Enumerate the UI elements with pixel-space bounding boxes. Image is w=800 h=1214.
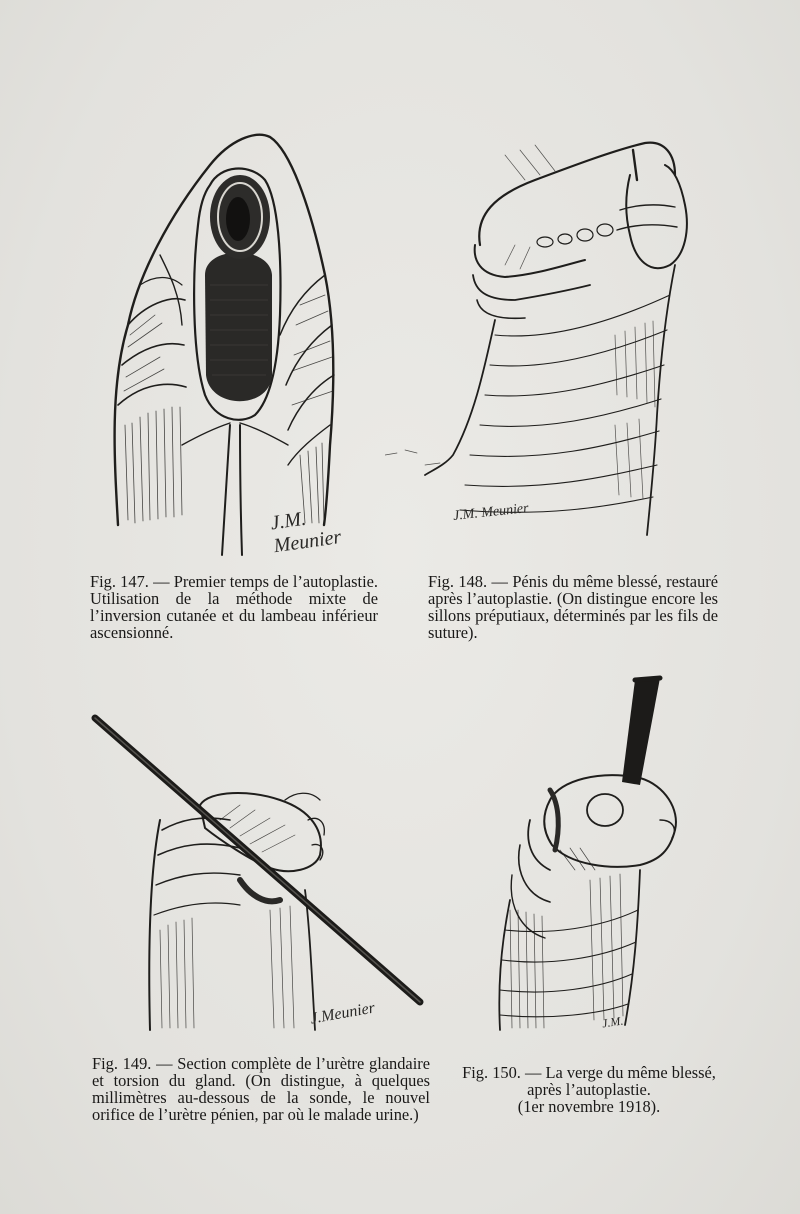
figure-149-caption: Fig. 149. — Section complète de l’urètre glandaire et torsion du gland. (On distingue, à quelques millimètres au-dessous de la sonde, le nouvel orifice de l’urètre pénien, par où le malade urine.) xyxy=(92,1054,430,1124)
figure-147-illustration xyxy=(100,125,350,565)
figure-148-caption: Fig. 148. — Pénis du même blessé, restauré après l’autoplastie. (On distingue encore les sillons préputiaux, déterminés par les fils de suture). xyxy=(428,572,718,642)
figure-149-illustration xyxy=(90,710,430,1040)
figure-147-signature: J.M. Meunier xyxy=(269,507,343,558)
figure-147-caption: Fig. 147. — Premier temps de l’autoplastie. Utilisation de la méthode mixte de l’inversion cutanée et du lambeau inférieur ascensionné. xyxy=(90,572,378,642)
figure-148-signature: J.M. Meunier xyxy=(452,501,530,524)
figure-148-illustration xyxy=(385,135,695,555)
figure-150-caption-line1: Fig. 150. — La verge du même blessé, après l’autoplastie. xyxy=(462,1063,716,1099)
figure-149-signature: J.Meunier xyxy=(308,999,377,1028)
figure-150-signature: J.M. xyxy=(601,1013,625,1031)
figure-150-illustration xyxy=(490,670,690,1040)
figure-150-caption xyxy=(458,1064,720,1115)
figure-150-caption-line2: (1er novembre 1918). xyxy=(517,1097,661,1116)
